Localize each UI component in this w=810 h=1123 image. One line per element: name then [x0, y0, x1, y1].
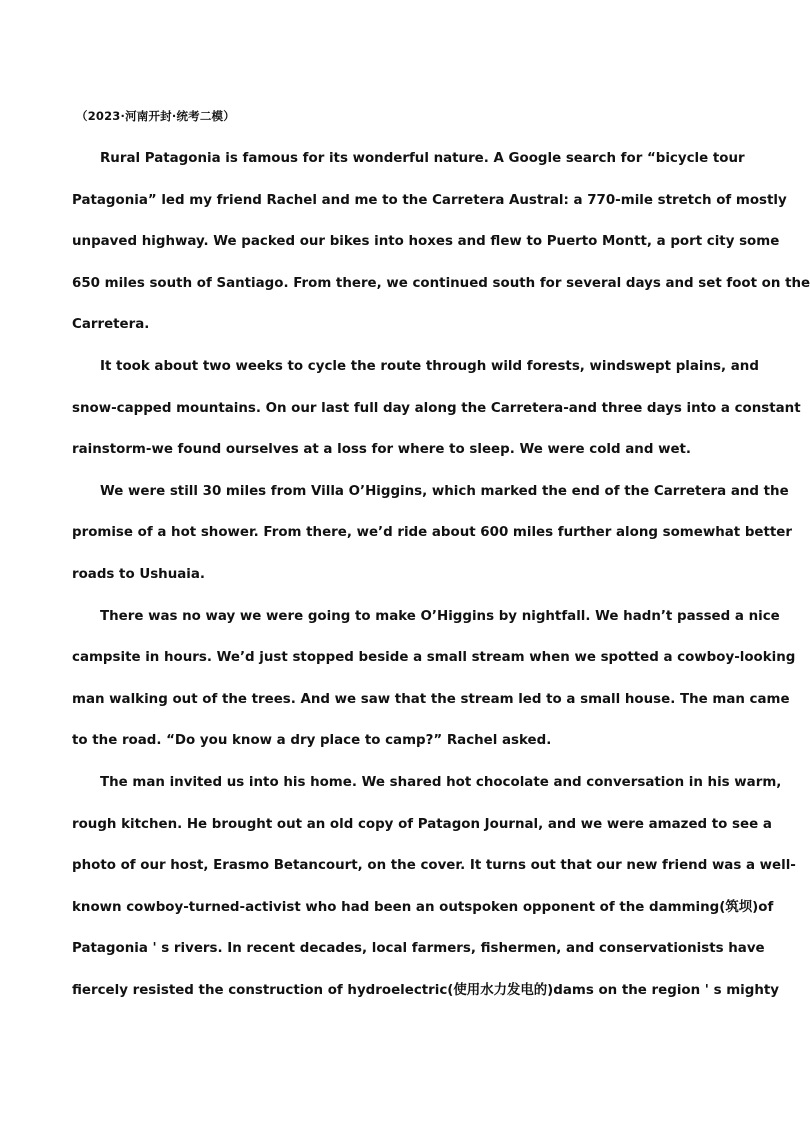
paragraph-4-line-2: campsite in hours. We’d just stopped beside a small stream when we spotted a cowboy-looking [72, 650, 796, 666]
paragraph-5-line-1: The man invited us into his home. We shared hot chocolate and conversation in his warm, [100, 774, 782, 790]
paragraph-5-line-5: Patagonia ' s rivers. In recent decades, local farmers, fishermen, and conservationists have [72, 941, 765, 957]
paragraph-3-line-1: We were still 30 miles from Villa O’Higgins, which marked the end of the Carretera and the [100, 483, 789, 499]
exam-source: （2023·河南开封·统考二模） [76, 109, 235, 123]
paragraph-5-line-3: photo of our host, Erasmo Betancourt, on the cover. It turns out that our new friend was a well- [72, 858, 796, 874]
paragraph-5-line-4: known cowboy-turned-activist who had been an outspoken opponent of the damming(筑坝)of [72, 899, 774, 915]
paragraph-4-line-3: man walking out of the trees. And we saw that the stream led to a small house. The man came [72, 691, 790, 707]
paragraph-3-line-3: roads to Ushuaia. [72, 566, 205, 582]
paragraph-2-line-3: rainstorm-we found ourselves at a loss for where to sleep. We were cold and wet. [72, 442, 692, 458]
paragraph-1-line-1: Rural Patagonia is famous for its wonderful nature. A Google search for “bicycle tour [100, 151, 745, 166]
paragraph-4-line-1: There was no way we were going to make O’Higgins by nightfall. We hadn’t passed a nice [100, 608, 780, 624]
paragraph-4-line-4: to the road. “Do you know a dry place to camp?” Rachel asked. [72, 733, 552, 749]
paragraph-1-line-3: unpaved highway. We packed our bikes into hoxes and flew to Puerto Montt, a port city some [72, 234, 780, 250]
paragraph-2-line-2: snow-capped mountains. On our last full day along the Carretera-and three days into a constant [72, 400, 801, 416]
paragraph-1-line-5: Carretera. [72, 317, 150, 333]
paragraph-3-line-2: promise of a hot shower. From there, we’d ride about 600 miles further along somewhat better [72, 525, 792, 541]
paragraph-1-line-4: 650 miles south of Santiago. From there, we continued south for several days and set foot on the [72, 275, 810, 291]
paragraph-1-line-2: Patagonia” led my friend Rachel and me to the Carretera Austral: a 770-mile stretch of mostly [72, 192, 787, 208]
passage-body [72, 138, 810, 1011]
paragraph-2-line-1: It took about two weeks to cycle the route through wild forests, windswept plains, and [100, 358, 759, 374]
paragraph-5-line-2: rough kitchen. He brought out an old copy of Patagon Journal, and we were amazed to see a [72, 816, 772, 832]
paragraph-5-line-6: fiercely resisted the construction of hydroelectric(使用水力发电的)dams on the region ' s mighty [72, 982, 779, 998]
